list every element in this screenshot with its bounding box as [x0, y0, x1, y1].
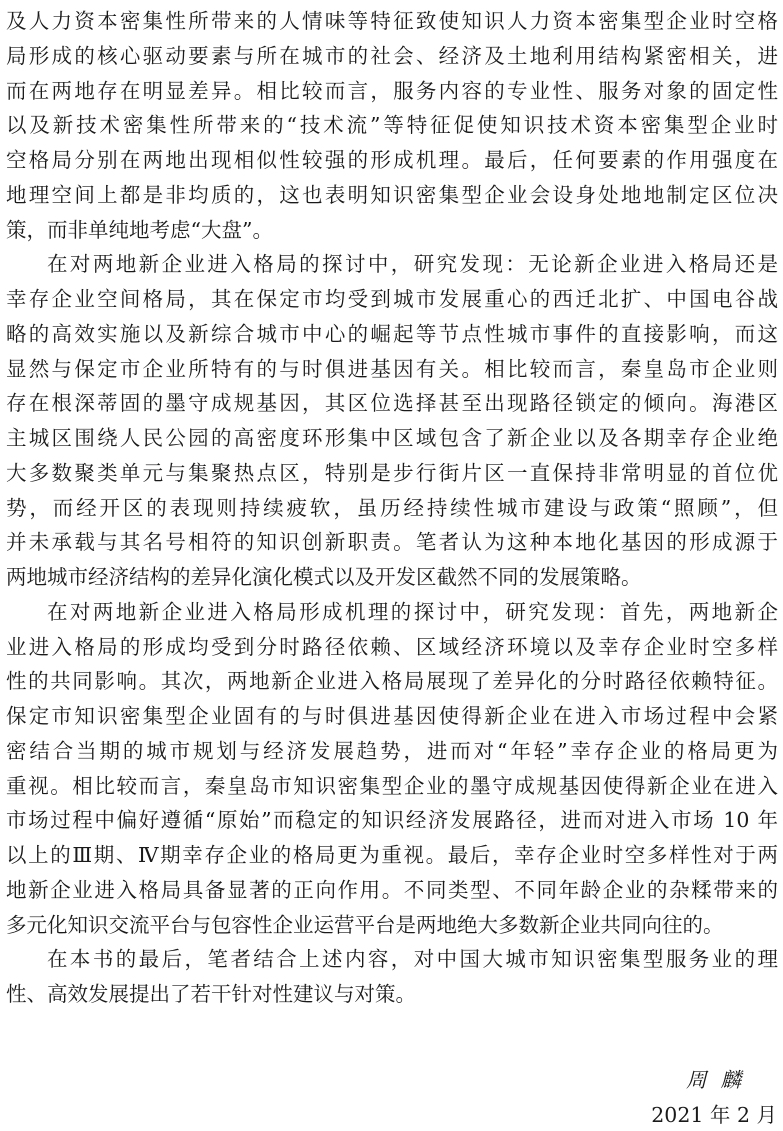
text-line: 显然与保定市企业所特有的与时俱进基因有关。相比较而言，秦皇岛市企业则 — [6, 356, 778, 381]
text-line: 幸存企业空间格局，其在保定市均受到城市发展重心的西迁北扩、中国电谷战 — [6, 287, 778, 311]
text-line: 及人力资本密集性所带来的人情味等特征致使知识人力资本密集型企业时空格 — [6, 9, 778, 33]
text-line: 而在两地存在明显差异。相比较而言，服务内容的专业性、服务对象的固定性 — [6, 78, 778, 103]
text-line: 重视。相比较而言，秦皇岛市知识密集型企业的墨守成规基因使得新企业在进入 — [6, 773, 778, 798]
text-line: 在本书的最后，笔者结合上述内容，对中国大城市知识密集型服务业的理 — [47, 947, 778, 972]
paragraph-4 — [6, 942, 778, 1012]
text-line: 地理空间上都是非均质的，这也表明知识密集型企业会设身处地地制定区位决 — [6, 182, 778, 207]
text-line: 存在根深蒂固的墨守成规基因，其区位选择甚至出现路径锁定的倾向。海港区 — [6, 391, 778, 416]
text-line: 密结合当期的城市规划与经济发展趋势，进而对“年轻”幸存企业的格局更为 — [6, 738, 778, 763]
text-line: 以及新技术密集性所带来的“技术流”等特征促使知识技术资本密集型企业时 — [6, 113, 778, 138]
text-line: 略的高效实施以及新综合城市中心的崛起等节点性城市事件的直接影响，而这 — [6, 321, 778, 346]
text-line: 业进入格局的形成均受到分时路径依赖、区域经济环境以及幸存企业时空多样 — [6, 634, 778, 659]
text-line: 多元化知识交流平台与包容性企业运营平台是两地绝大多数新企业共同向往的。 — [6, 912, 724, 937]
text-line: 以上的Ⅲ期、Ⅳ期幸存企业的格局更为重视。最后，幸存企业时空多样性对于两 — [6, 843, 778, 867]
text-line: 势，而经开区的表现则持续疲软，虽历经持续性城市建设与政策“照顾”，但 — [6, 495, 778, 520]
text-line: 主城区围绕人民公园的高密度环形集中区域包含了新企业以及各期幸存企业绝 — [6, 426, 778, 450]
text-line: 两地城市经济结构的差异化演化模式以及开发区截然不同的发展策略。 — [6, 565, 642, 589]
text-line: 策，而非单纯地考虑“大盘”。 — [6, 217, 273, 242]
text-line: 空格局分别在两地出现相似性较强的形成机理。最后，任何要素的作用强度在 — [6, 148, 778, 172]
text-line: 性、高效发展提出了若干针对性建议与对策。 — [6, 982, 416, 1006]
paragraph-1 — [6, 4, 778, 247]
text-line: 在对两地新企业进入格局的探讨中，研究发现：无论新企业进入格局还是 — [47, 252, 778, 277]
text-line: 大多数聚类单元与集聚热点区，特别是步行街片区一直保持非常明显的首位优 — [6, 460, 778, 485]
paragraph-3 — [6, 595, 778, 943]
author-signature: 周麟 — [686, 1068, 755, 1092]
paragraph-2 — [6, 247, 778, 595]
signature-date: 2021 年 2 月 — [651, 1103, 777, 1127]
text-line: 性的共同影响。其次，两地新企业进入格局展现了差异化的分时路径依赖特征。 — [6, 669, 778, 694]
text-line: 局形成的核心驱动要素与所在城市的社会、经济及土地利用结构紧密相关，进 — [6, 43, 778, 68]
text-line: 在对两地新企业进入格局形成机理的探讨中，研究发现：首先，两地新企 — [47, 599, 778, 624]
text-line: 市场过程中偏好遵循“原始”而稳定的知识经济发展路径，进而对进入市场 10 年 — [6, 808, 778, 833]
document-body — [6, 4, 778, 1012]
text-line: 并未承载与其名号相符的知识创新职责。笔者认为这种本地化基因的形成源于 — [6, 530, 778, 555]
text-line: 地新企业进入格局具备显著的正向作用。不同类型、不同年龄企业的杂糅带来的 — [6, 877, 778, 902]
text-line: 保定市知识密集型企业固有的与时俱进基因使得新企业在进入市场过程中会紧 — [6, 704, 778, 728]
